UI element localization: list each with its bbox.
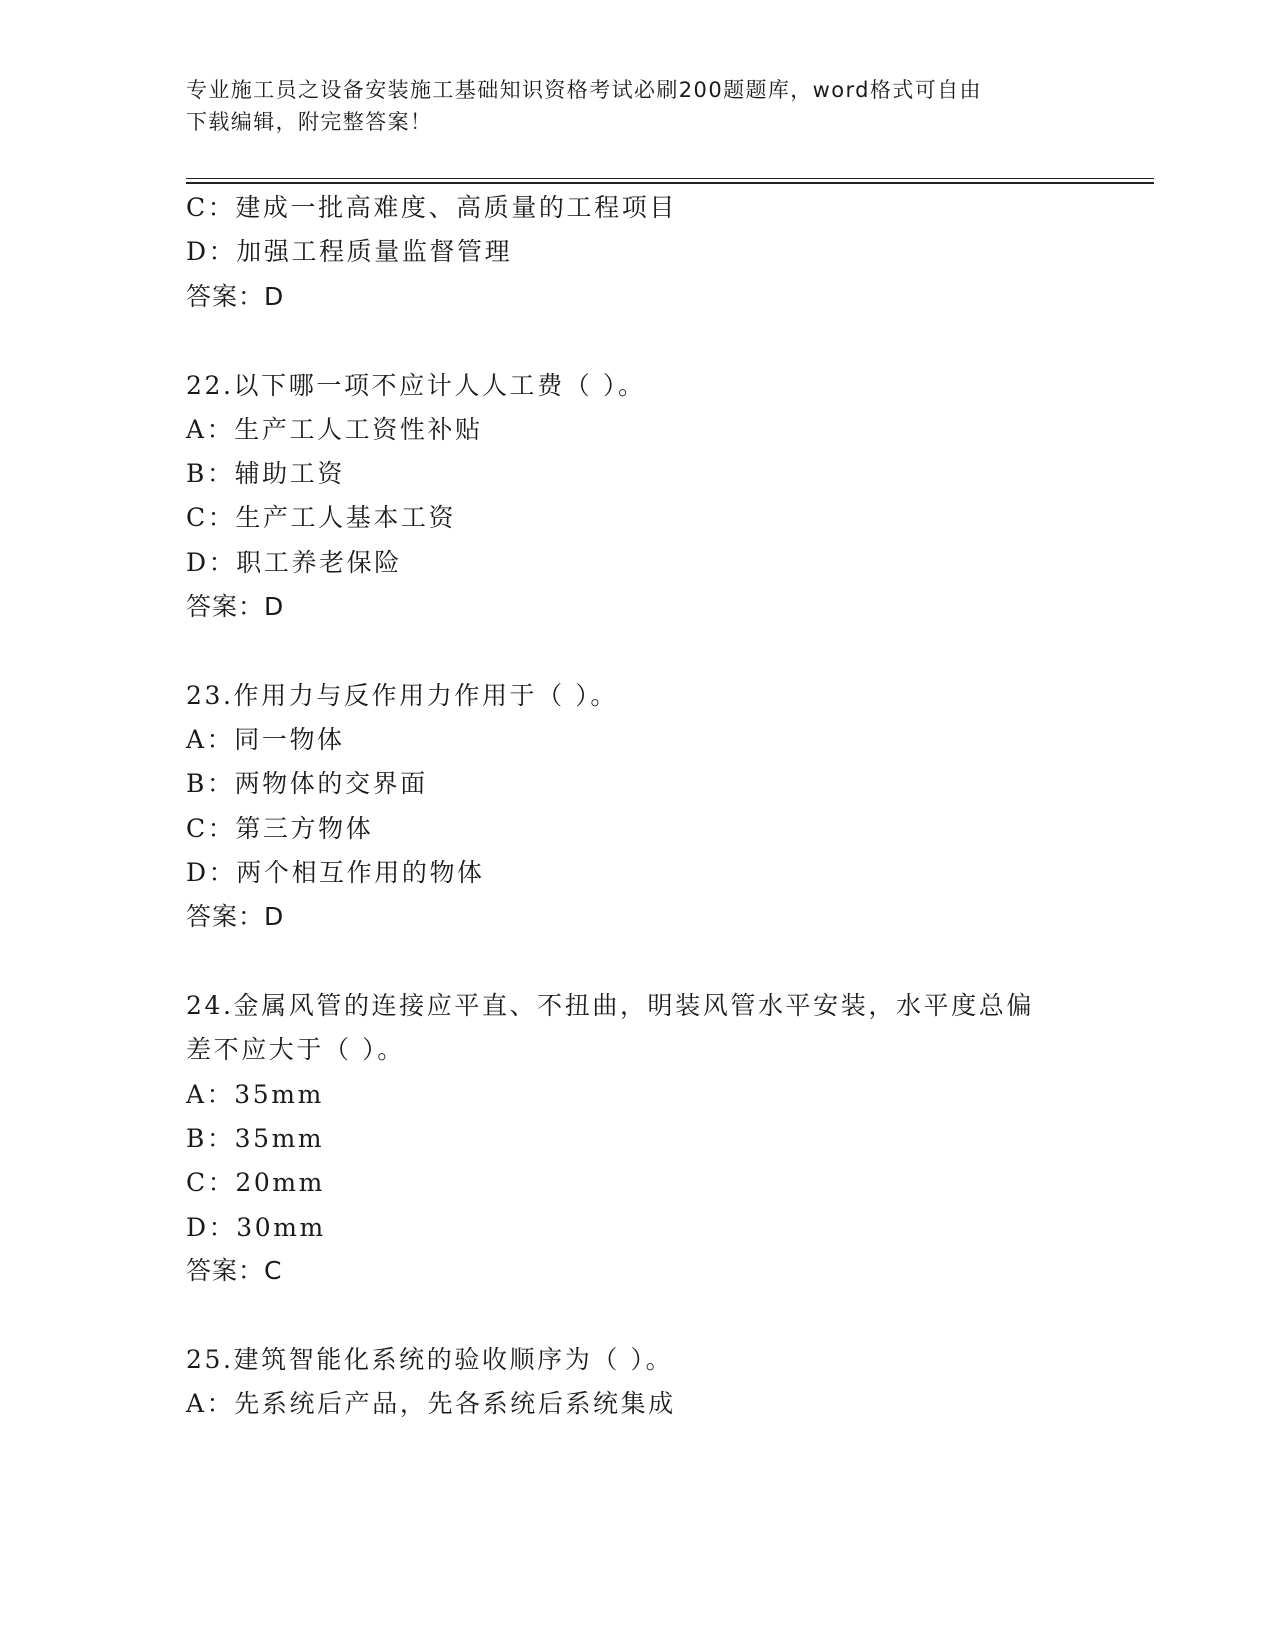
q22-option-c: C：生产工人基本工资 [186,503,457,532]
q23-option-c: C：第三方物体 [186,814,374,843]
document-header [186,74,1086,138]
q22-answer: 答案：D [186,592,285,621]
q21-option-c: C：建成一批高难度、高质量的工程项目 [186,193,677,222]
q24-stem-line-1: 24.金属风管的连接应平直、不扭曲，明装风管水平安装，水平度总偏 [186,991,1034,1020]
q24-option-b: B：35mm [186,1124,325,1153]
q23-option-b: B：两物体的交界面 [186,769,428,798]
q22-option-b: B：辅助工资 [186,459,345,488]
q23-answer: 答案：D [186,902,285,931]
q22-option-a: A：生产工人工资性补贴 [186,415,483,444]
q23-option-a: A：同一物体 [186,725,345,754]
q25-option-a: A：先系统后产品，先各系统后系统集成 [186,1389,676,1418]
header-line-2: 下载编辑，附完整答案！ [186,110,433,134]
q25-stem: 25.建筑智能化系统的验收顺序为（ ）。 [186,1345,674,1374]
q24-stem-line-2: 差不应大于（ ）。 [186,1035,405,1064]
q24-option-a: A：35mm [186,1080,324,1109]
q24-answer: 答案：C [186,1256,283,1285]
q21-answer: 答案：D [186,282,285,311]
q23-option-d: D：两个相互作用的物体 [186,858,485,887]
header-line-1: 专业施工员之设备安装施工基础知识资格考试必刷200题题库，word格式可自由 [186,78,982,102]
q24-option-c: C：20mm [186,1168,325,1197]
header-divider-thick [186,182,1154,184]
q21-option-d: D：加强工程质量监督管理 [186,237,513,266]
header-divider-thin [186,178,1154,179]
q24-option-d: D：30mm [186,1213,326,1242]
q23-stem: 23.作用力与反作用力作用于（ ）。 [186,681,619,710]
q22-stem: 22.以下哪一项不应计人人工费（ ）。 [186,371,646,400]
q22-option-d: D：职工养老保险 [186,548,402,577]
